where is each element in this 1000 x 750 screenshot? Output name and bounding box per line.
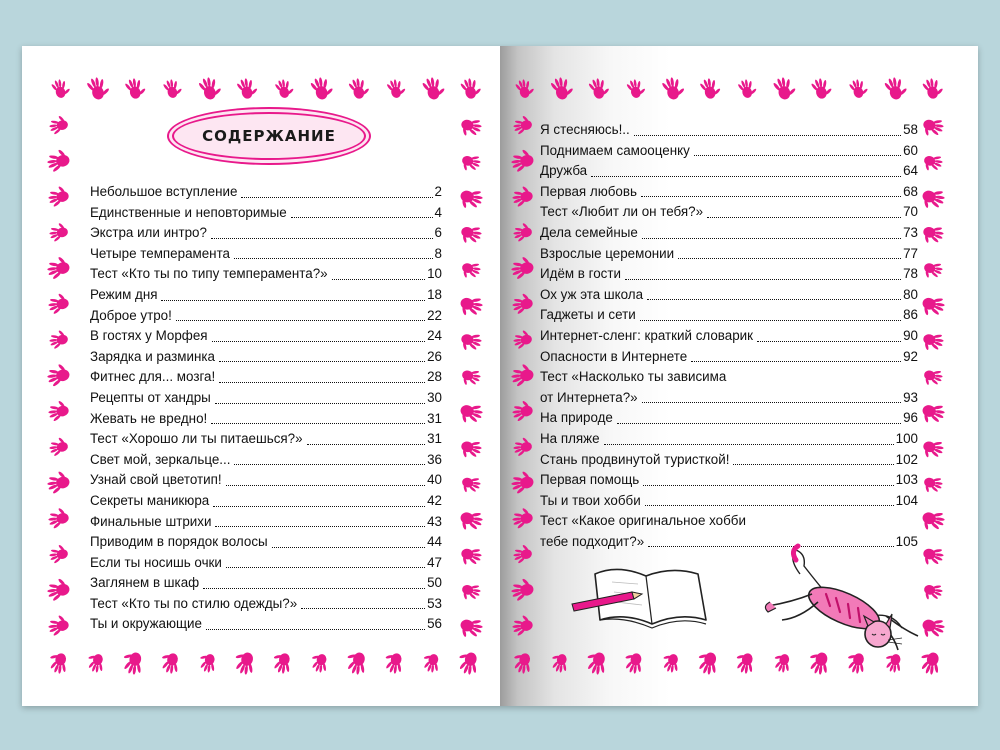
dot-leader [219, 382, 425, 383]
toc-entry-page: 50 [427, 575, 442, 591]
hand-print-icon [47, 221, 70, 243]
dot-leader [215, 403, 425, 404]
toc-entry[interactable] [90, 409, 442, 430]
toc-entry-title: Тест «Любит ли он тебя?» [540, 204, 704, 220]
hand-print-icon [45, 576, 72, 602]
toc-entry-page: 70 [903, 204, 918, 220]
toc-entry-title: Дружба [540, 163, 588, 179]
hand-print-icon [458, 400, 485, 426]
hand-print-icon [50, 77, 72, 100]
hand-print-icon [385, 77, 407, 100]
hand-print-icon [231, 650, 257, 677]
hand-print-icon [46, 506, 71, 530]
toc-entry-title: Дела семейные [540, 224, 638, 240]
toc-entry-page: 56 [427, 616, 442, 632]
dot-leader [307, 444, 426, 445]
toc-entry-page: 96 [903, 410, 918, 426]
toc-entry-page: 47 [427, 554, 442, 570]
dot-leader [176, 320, 425, 321]
hand-print-icon [460, 581, 483, 603]
dot-leader [291, 217, 433, 218]
toc-entry[interactable] [90, 223, 442, 244]
toc-entry[interactable] [90, 264, 442, 285]
hand-print-icon [458, 615, 485, 641]
toc-entry-page: 43 [427, 513, 442, 529]
toc-entry[interactable] [90, 285, 442, 306]
toc-entry-title: Небольшое вступление [90, 184, 238, 199]
toc-entry-page: 31 [427, 431, 442, 447]
toc-entry-title: В гостях у Морфея [90, 328, 208, 344]
toc-entry[interactable] [90, 450, 442, 471]
hand-print-icon [460, 474, 483, 496]
toc-entry[interactable] [90, 429, 442, 450]
hand-print-icon [460, 152, 483, 174]
toc-entry[interactable] [90, 182, 442, 203]
toc-entry-page: 31 [427, 410, 442, 426]
toc-entry-page: 58 [903, 122, 918, 137]
toc-entry-page: 26 [427, 348, 442, 364]
dot-leader [212, 341, 426, 342]
toc-entry-page: 93 [903, 389, 918, 405]
toc-entry-page: 78 [903, 266, 918, 282]
toc-entry-page: 64 [903, 163, 918, 179]
hand-print-icon [47, 114, 70, 136]
toc-entry[interactable] [90, 532, 442, 553]
toc-entry-page: 4 [434, 204, 442, 220]
toc-entry[interactable] [90, 594, 442, 615]
contents-title-oval [172, 112, 366, 160]
hand-print-icon [158, 651, 182, 676]
toc-entry-title: Четыре темперамента [90, 245, 231, 261]
toc-entry-page: 73 [903, 224, 918, 240]
dot-leader [332, 279, 425, 280]
toc-entry-page: 100 [895, 430, 918, 446]
dot-leader [161, 300, 425, 301]
hand-print-icon [46, 184, 71, 208]
dot-leader [234, 258, 433, 259]
dot-leader [211, 238, 433, 239]
hand-print-icon [46, 399, 71, 423]
toc-entry[interactable] [90, 512, 442, 533]
dot-leader [234, 464, 425, 465]
toc-entry[interactable] [90, 326, 442, 347]
toc-entry[interactable] [90, 244, 442, 265]
toc-entry-title: Ты и твои хобби [540, 492, 641, 508]
toc-entry-page: 30 [427, 389, 442, 405]
toc-entry-title: Взрослые церемонии [540, 245, 675, 261]
toc-entry-page: 18 [427, 286, 442, 302]
hand-print-icon [162, 77, 184, 100]
toc-entry-title: Интернет-сленг: краткий словарик [540, 327, 753, 343]
toc-list-left [90, 182, 442, 635]
hand-print-icon [455, 650, 481, 677]
hand-print-icon [197, 652, 219, 675]
dot-leader [211, 423, 425, 424]
toc-entry-page: 28 [427, 369, 442, 385]
toc-entry-page: 40 [427, 472, 442, 488]
toc-entry-page: 60 [903, 142, 918, 158]
toc-entry[interactable] [90, 470, 442, 491]
toc-entry-title: На пляже [540, 430, 600, 446]
toc-entry-page: 90 [903, 327, 918, 343]
toc-entry[interactable] [90, 306, 442, 327]
hand-print-icon [382, 651, 406, 676]
left-page [22, 46, 500, 706]
hand-print-icon [46, 291, 71, 315]
toc-entry-page: 80 [903, 286, 918, 302]
toc-entry[interactable] [90, 388, 442, 409]
toc-entry-page: 6 [434, 225, 442, 241]
hand-print-icon [85, 75, 111, 102]
toc-entry-title: Ты и окружающие [90, 616, 202, 632]
hand-print-icon [45, 469, 72, 495]
hand-print-icon [197, 75, 223, 102]
toc-entry[interactable] [90, 347, 442, 368]
toc-entry[interactable] [90, 614, 442, 635]
right-page [500, 46, 978, 706]
toc-entry-title: Заглянем в шкаф [90, 575, 200, 591]
toc-entry-page: 103 [895, 472, 918, 488]
toc-entry-title: Гаджеты и сети [540, 307, 636, 323]
dot-leader [206, 629, 425, 630]
toc-entry-title: Тест «Кто ты по типу темперамента?» [90, 266, 328, 282]
hand-print-icon [460, 259, 483, 281]
hand-print-icon [459, 76, 483, 101]
hand-print-icon [47, 328, 70, 350]
toc-entry-page: 10 [427, 266, 442, 282]
hand-print-icon [308, 652, 330, 675]
toc-entry-title: Если ты носишь очки [90, 554, 222, 570]
toc-entry-title: Опасности в Интернете [540, 348, 688, 364]
hand-print-icon [47, 543, 70, 565]
toc-entry[interactable] [90, 367, 442, 388]
illustrations [500, 46, 978, 706]
dot-leader [241, 197, 432, 198]
toc-entry-title: Идём в гости [540, 266, 621, 282]
dot-leader [272, 547, 425, 548]
toc-entry-page: 36 [427, 451, 442, 467]
toc-entry-page: 68 [903, 183, 918, 199]
hand-print-icon [46, 651, 70, 676]
dot-leader [219, 361, 425, 362]
hand-print-icon [459, 115, 484, 139]
toc-entry[interactable] [90, 203, 442, 224]
notebook-pencil-icon [572, 569, 706, 628]
toc-entry-page: 77 [903, 245, 918, 261]
toc-entry-page: 86 [903, 307, 918, 323]
toc-entry-title-line1: Тест «Насколько ты зависима [540, 369, 727, 385]
toc-entry-title: Единственные и неповторимые [90, 204, 287, 220]
toc-entry-title: Тест «Кто ты по стилю одежды?» [90, 595, 298, 611]
book-spread [22, 46, 978, 706]
toc-entry-title: Экстра или интро? [90, 225, 207, 241]
toc-entry-page: 92 [903, 348, 918, 364]
hand-print-icon [459, 437, 484, 461]
dot-leader [226, 567, 425, 568]
hand-print-icon [46, 613, 71, 637]
hand-print-icon [47, 436, 70, 458]
toc-entry-title: Поднимаем самооценку [540, 142, 690, 158]
hand-print-icon [123, 76, 147, 101]
page-title: СОДЕРЖАНИЕ [202, 127, 336, 145]
toc-entry-title: Узнай свой цветотип! [90, 472, 222, 488]
toc-entry-title: Доброе утро! [90, 307, 172, 323]
toc-entry-page: 53 [427, 595, 442, 611]
toc-entry-title: Режим дня [90, 286, 158, 302]
hand-print-icon [45, 254, 72, 280]
dot-leader [215, 526, 425, 527]
hand-print-icon [458, 508, 485, 534]
hand-print-icon [421, 75, 447, 102]
toc-entry-title: Свет мой, зеркальце... [90, 451, 231, 467]
toc-entry-page: 105 [895, 533, 918, 549]
toc-entry-title: Я стесняюсь!.. [540, 122, 630, 137]
toc-entry-title: Жевать не вредно! [90, 410, 208, 426]
hand-print-icon [45, 147, 72, 173]
toc-entry-page: 102 [895, 451, 918, 467]
dot-leader [301, 608, 425, 609]
hand-print-icon [45, 362, 72, 388]
hand-print-icon [270, 651, 294, 676]
pink-cat-icon [765, 546, 918, 650]
toc-entry-title: Приводим в порядок волосы [90, 534, 268, 550]
toc-entry-title: Финальные штрихи [90, 513, 212, 529]
hand-print-icon [274, 77, 296, 100]
dot-leader [213, 506, 425, 507]
toc-entry-title: Тест «Хорошо ли ты питаешься?» [90, 431, 303, 447]
toc-entry[interactable] [90, 553, 442, 574]
hand-print-icon [459, 330, 484, 354]
toc-entry-title: Ох уж эта школа [540, 286, 644, 302]
dot-leader [226, 485, 425, 486]
toc-entry[interactable] [90, 573, 442, 594]
toc-entry-page: 8 [434, 245, 442, 261]
hand-print-icon [420, 652, 442, 675]
toc-entry[interactable] [90, 491, 442, 512]
toc-entry-page: 44 [427, 534, 442, 550]
hand-print-icon [343, 650, 369, 677]
toc-entry-page: 22 [427, 307, 442, 323]
toc-entry-page: 104 [895, 492, 918, 508]
dot-leader [203, 588, 425, 589]
hand-print-icon [460, 367, 483, 389]
hand-print-icon [459, 223, 484, 247]
toc-entry-title-line2: тебе подходит?» [540, 533, 645, 549]
hand-print-icon [347, 76, 371, 101]
toc-entry-title: Зарядка и разминка [90, 348, 215, 364]
hand-print-icon [85, 652, 107, 675]
toc-entry-page: 24 [427, 328, 442, 344]
hand-print-icon [458, 186, 485, 212]
hand-print-icon [119, 650, 145, 677]
toc-entry-title: Секреты маникюра [90, 492, 210, 508]
toc-entry-title: Рецепты от хандры [90, 389, 211, 405]
hand-print-icon [309, 75, 335, 102]
toc-entry-page: 42 [427, 492, 442, 508]
toc-entry-title: Стань продвинутой туристкой! [540, 451, 730, 467]
toc-entry-title: Фитнес для... мозга! [90, 369, 216, 385]
toc-entry-title: Первая помощь [540, 472, 640, 488]
toc-entry-page: 2 [434, 184, 442, 199]
hand-print-icon [235, 76, 259, 101]
toc-entry-title: На природе [540, 410, 613, 426]
toc-entry-title-line1: Тест «Какое оригинальное хобби [540, 513, 746, 529]
toc-entry-title: Первая любовь [540, 183, 637, 199]
hand-print-icon [458, 293, 485, 319]
hand-print-icon [459, 544, 484, 568]
toc-entry-title-line2: от Интернета?» [540, 389, 638, 405]
